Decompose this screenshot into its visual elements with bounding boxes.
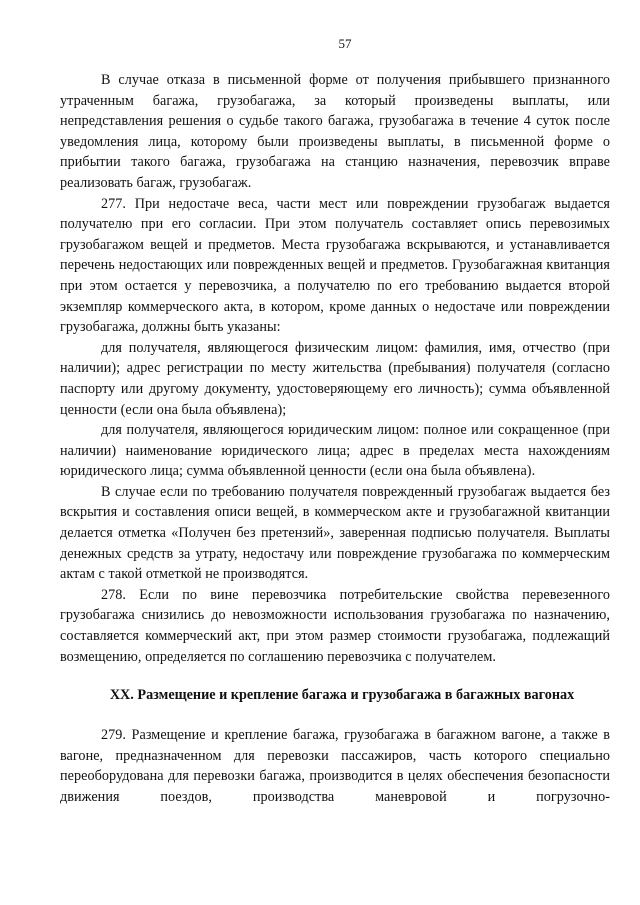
paragraph-individual-recipient: для получателя, являющегося физическим лицом: фамилия, имя, отчество (при наличии); адрес регистрации по месту жительства (пребывания) получателя (согласно паспорту или другому документу, удостоверяющему его личность); сумма объявленной ценности (если она была объявлена);	[60, 339, 610, 418]
paragraph-no-claims: В случае если по требованию получателя поврежденный грузобагаж выдается без вскрытия и составления описи вещей, в коммерческом акте и грузобагажной квитанции делается отметка «Получен без претензий», заверенная подписью получателя. Выплаты денежных средств за утрату, недостачу или повреждение грузобагажа по коммерческим актам с такой отметкой не производятся.	[60, 483, 610, 583]
paragraph-277: 277. При недостаче веса, части мест или повреждении грузобагаж выдается получателю при его согласии. При этом получатель составляет опись перевозимых грузобагажом вещей и предметов. Места грузобагажа вскрываются, и устанавливается перечень недостающих или поврежденных вещей и предметов. Грузобагажная квитанция при этом остается у перевозчика, а получателю по его требованию выдается второй экземпляр коммерческого акта, в котором, кроме данных о недостаче или повреждении грузобагажа, должны быть указаны:	[60, 195, 610, 336]
paragraph-legal-recipient: для получателя, являющегося юридическим лицом: полное или сокращенное (при наличии) наименование юридического лица; адрес в пределах места нахождениям юридического лица; сумма объявленной ценности (если она была объявлена).	[60, 422, 610, 480]
paragraph-refusal: В случае отказа в письменной форме от получения прибывшего признанного утраченным багажа, грузобагажа, за который произведены выплаты, или непредставления решения о судьбе такого багажа, грузобагажа в течение 4 суток после уведомления лица, которому были произведены выплаты, в письменной форме о прибытии такого багажа, грузобагажа на станцию назначения, перевозчик вправе реализовать багаж, грузобагаж.	[60, 72, 610, 191]
paragraph-279: 279. Размещение и крепление багажа, грузобагажа в багажном вагоне, а также в вагоне, предназначенном для перевозки пассажиров, часть которого специально переоборудована для перевозки багажа, производится в целях обеспечения безопасности движения поездов, производства маневровой и погрузочно-	[60, 727, 610, 805]
page-number: 57	[338, 36, 352, 51]
section-heading: XX. Размещение и крепление багажа и грузобагажа в багажных вагонах	[109, 687, 575, 704]
paragraph-278: 278. Если по вине перевозчика потребительские свойства перевезенного грузобагажа снизились до невозможности использования грузобагажа по назначению, составляется коммерческий акт, при этом размер стоимости грузобагажа, подлежащий возмещению, определяется по соглашению перевозчика с получателем.	[60, 586, 610, 665]
